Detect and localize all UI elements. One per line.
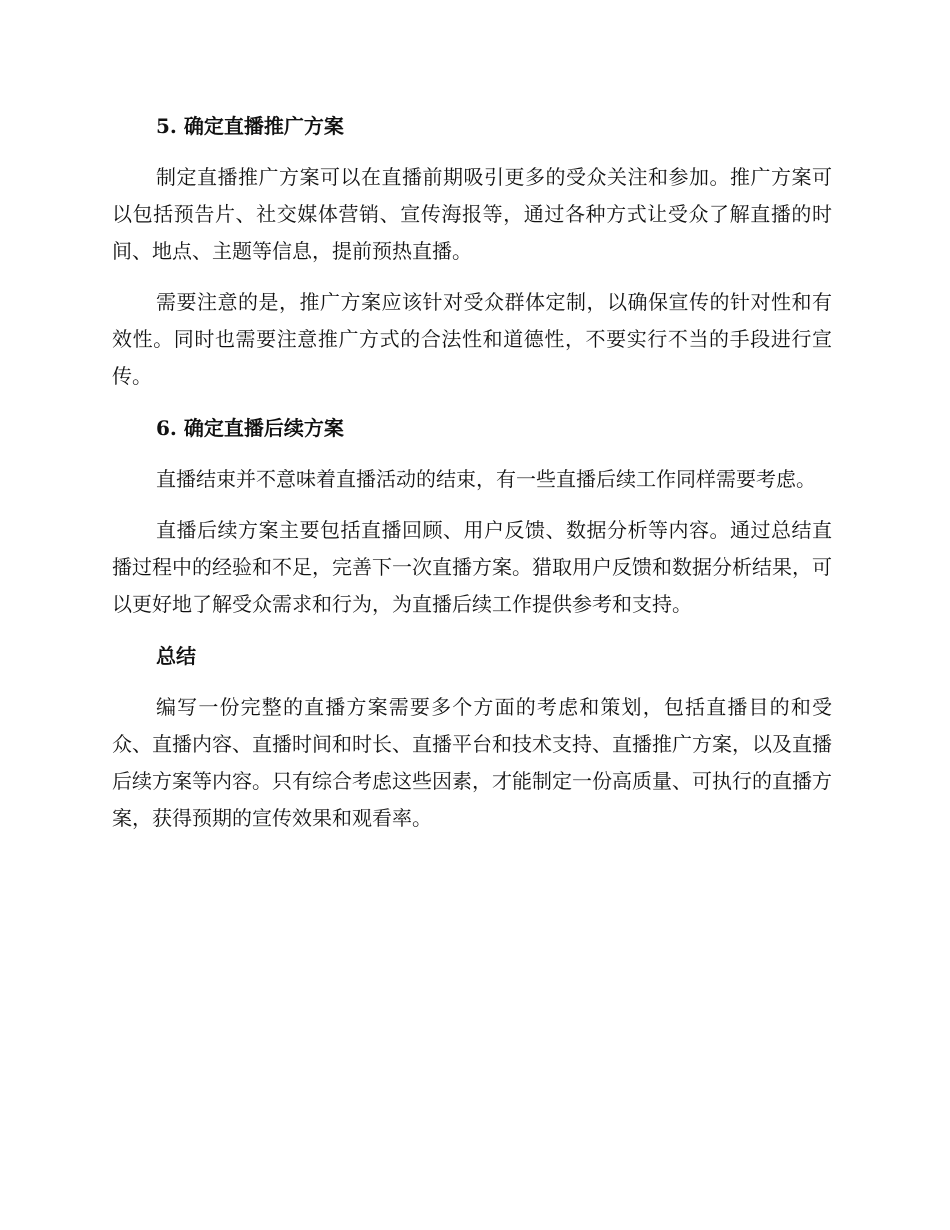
paragraph: 制定直播推广方案可以在直播前期吸引更多的受众关注和参加。推广方案可以包括预告片、社交媒体营销、宣传海报等，通过各种方式让受众了解直播的时间、地点、主题等信息，提前预热直播。	[112, 165, 832, 263]
section-heading-summary: 总结	[156, 644, 196, 668]
paragraph: 编写一份完整的直播方案需要多个方面的考虑和策划，包括直播目的和受众、直播内容、直播时间和时长、直播平台和技术支持、直播推广方案，以及直播后续方案等内容。只有综合考虑这些因素，才能制定一份高质量、可执行的直播方案，获得预期的宣传效果和观看率。	[112, 695, 832, 830]
section-heading-promotion: 5. 确定直播推广方案	[156, 114, 344, 138]
paragraph: 直播结束并不意味着直播活动的结束，有一些直播后续工作同样需要考虑。	[156, 467, 816, 491]
document-content	[112, 107, 832, 851]
paragraph: 需要注意的是，推广方案应该针对受众群体定制，以确保宣传的针对性和有效性。同时也需要注意推广方式的合法性和道德性，不要实行不当的手段进行宣传。	[112, 290, 832, 388]
section-heading-follow-up: 6. 确定直播后续方案	[156, 416, 344, 440]
paragraph: 直播后续方案主要包括直播回顾、用户反馈、数据分析等内容。通过总结直播过程中的经验和不足，完善下一次直播方案。猎取用户反馈和数据分析结果，可以更好地了解受众需求和行为，为直播后续工作提供参考和支持。	[112, 518, 832, 616]
